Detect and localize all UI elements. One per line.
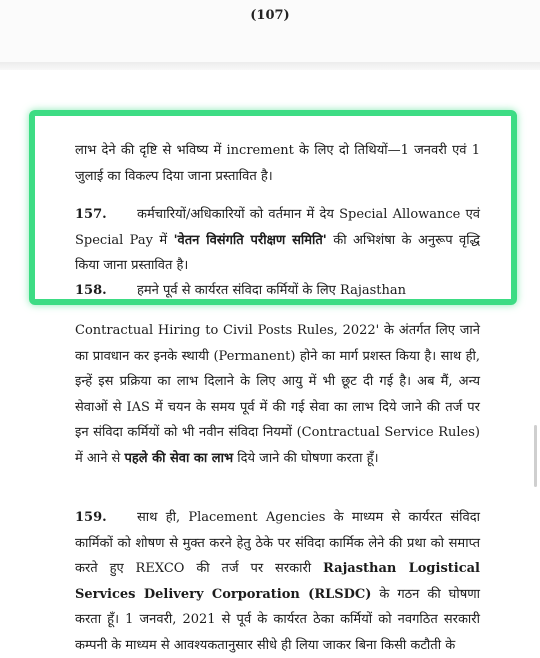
paragraph-159-bold: Rajasthan Logistical Services Delivery Corporation (RLSDC): [75, 561, 480, 602]
paragraph-157-bold: 'वेतन विसंगति परीक्षण समिति': [173, 232, 327, 248]
scrollbar[interactable]: [534, 425, 537, 487]
paragraph-158-bold: पहले की सेवा का लाभ: [124, 450, 234, 466]
paragraph-157-number: 157.: [75, 207, 107, 222]
paragraph-158-text-end: दिये जाने की घोषणा करता हूँ।: [233, 450, 379, 466]
page-gap: [0, 62, 540, 70]
page-number: (107): [250, 8, 290, 23]
paragraph-158-number: 158.: [75, 283, 107, 298]
previous-page: [0, 0, 540, 66]
paragraph-increment: [75, 138, 480, 189]
paragraph-157-text: कर्मचारियों/अधिकारियों को वर्तमान में देय Special Allowance एवं Special Pay में: [75, 207, 480, 248]
paragraph-159-number: 159.: [75, 510, 107, 525]
paragraph-158-cutoff-line: [75, 283, 480, 306]
paragraph-158-text: Contractual Hiring to Civil Posts Rules, 2022' के अंतर्गत लिए जाने का प्रावधान कर इनके स्थायी (Permanent) होने का मार्ग प्रशस्त किया है। साथ ही, इन्हें इस प्रक्रिया का लाभ दिलाने के लिए आयु में भी छूट दी गई है। अब मैं, अन्य सेवाओं से IAS में चयन के समय पूर्व में की गई सेवा का लाभ दिये जाने की तर्ज पर इन संविदा कर्मियों को भी नवीन संविदा नियमों (Contractual Service Rules) में आने से: [75, 323, 480, 466]
paragraph-157: [75, 202, 480, 279]
paragraph-157-text-end: की अभिशंषा के अनुरूप वृद्धि किया जाना प्रस्तावित है।: [75, 232, 480, 273]
paragraph-increment-text: लाभ देने की दृष्टि से भविष्य में increment के लिए दो तिथियों—1 जनवरी एवं 1 जुलाई का विकल्प दिया जाना प्रस्तावित है।: [75, 143, 480, 184]
paragraph-158-partial: हमने पूर्व से कार्यरत संविदा कर्मियों के लिए Rajasthan: [137, 283, 407, 298]
paragraph-159: [75, 505, 480, 658]
paragraph-159-text: साथ ही, Placement Agencies के माध्यम से कार्यरत संविदा कार्मिकों को शोषण से मुक्त करने हेतु ठेके पर संविदा कार्मिक लेने की प्रथा को समाप्त करते हुए REXCO की तर्ज पर सरकारी: [75, 510, 480, 576]
paragraph-158: [75, 318, 480, 471]
paragraph-159-text-end: के गठन की घोषणा करता हूँ। 1 जनवरी, 2021 से पूर्व के कार्यरत ठेका कर्मियों को नवगठित सरकारी कम्पनी के माध्यम से आवश्यकतानुसार सीधे ही लिया जाकर बिना किसी कटौती के: [75, 586, 480, 653]
